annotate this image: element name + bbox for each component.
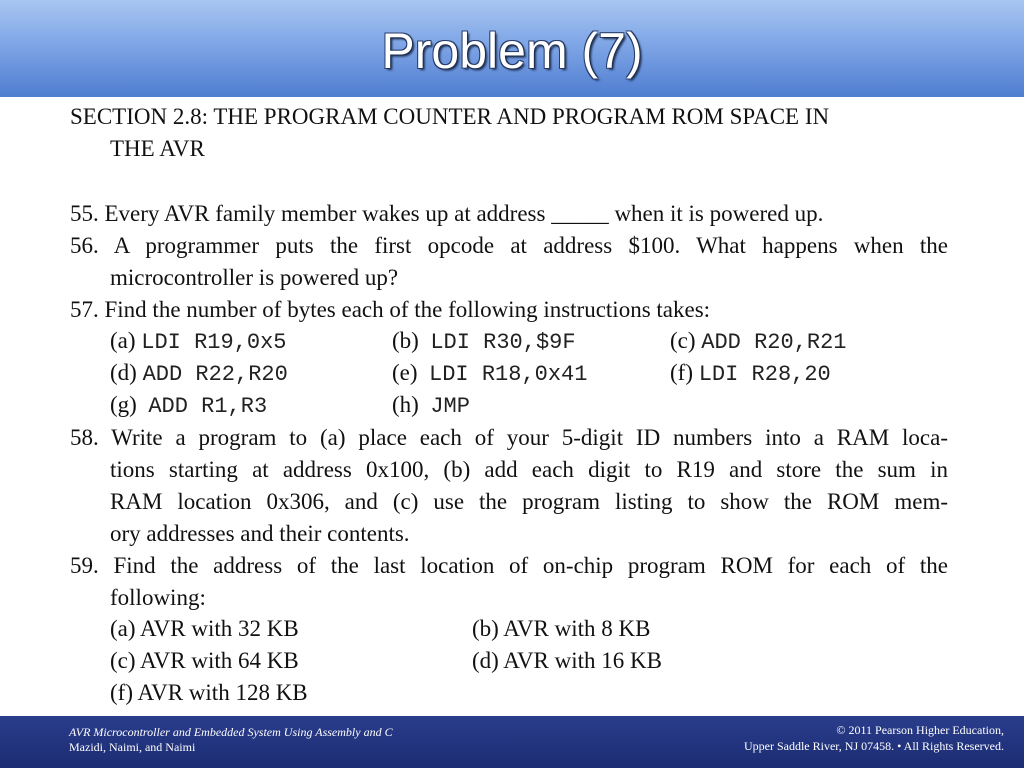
q59-item-c: (c) AVR with 64 KB xyxy=(110,648,299,673)
item-label: (h) xyxy=(392,392,419,417)
question-58-line4: ory addresses and their contents. xyxy=(110,521,410,546)
slide-title: Problem (7) xyxy=(381,23,643,79)
item-label: (d) xyxy=(110,360,137,385)
q57-item-c xyxy=(670,328,847,355)
q57-item-b xyxy=(392,328,576,355)
q59-item-d: (d) AVR with 16 KB xyxy=(472,648,662,673)
item-code: ADD R1,R3 xyxy=(148,394,268,419)
item-label: (g) xyxy=(110,392,137,417)
q57-item-h xyxy=(392,392,470,419)
question-55: 55. Every AVR family member wakes up at address _____ when it is powered up. xyxy=(70,201,824,226)
item-code: ADD R20,R21 xyxy=(701,330,847,355)
section-heading-line1: SECTION 2.8: THE PROGRAM COUNTER AND PROGRAM ROM SPACE IN xyxy=(70,104,830,129)
item-code: JMP xyxy=(430,394,470,419)
question-56-line1: 56. A programmer puts the first opcode at address $100. What happens when the xyxy=(70,233,948,258)
q57-item-g xyxy=(110,392,267,419)
item-label: (b) xyxy=(392,328,419,353)
item-label: (c) xyxy=(670,328,696,353)
question-57: 57. Find the number of bytes each of the following instructions takes: xyxy=(70,297,711,322)
item-code: ADD R22,R20 xyxy=(142,362,288,387)
q59-item-b: (b) AVR with 8 KB xyxy=(472,616,651,641)
q57-item-e xyxy=(392,360,587,387)
item-code: LDI R18,0x41 xyxy=(429,362,588,387)
footer-bar xyxy=(0,716,1024,768)
question-58-line3: RAM location 0x306, and (c) use the program listing to show the ROM mem- xyxy=(110,489,948,514)
footer-left xyxy=(69,725,393,755)
item-label: (f) xyxy=(670,360,693,385)
q59-item-a: (a) AVR with 32 KB xyxy=(110,616,299,641)
question-58-line2: tions starting at address 0x100, (b) add each digit to R19 and store the sum in xyxy=(110,457,948,482)
question-58-line1: 58. Write a program to (a) place each of your 5-digit ID numbers into a RAM loca- xyxy=(70,425,948,450)
footer-address: Upper Saddle River, NJ 07458. • All Rights Reserved. xyxy=(743,739,1004,753)
item-code: LDI R19,0x5 xyxy=(141,330,287,355)
question-59-line2: following: xyxy=(110,585,206,610)
item-code: LDI R28,20 xyxy=(698,362,831,387)
section-heading-line2: THE AVR xyxy=(110,136,205,161)
footer-book-title: AVR Microcontroller and Embedded System Using Assembly and C xyxy=(69,725,393,739)
footer-right xyxy=(744,722,1004,754)
item-label: (e) xyxy=(392,360,418,385)
footer-authors: Mazidi, Naimi, and Naimi xyxy=(69,740,196,754)
footer-copyright: © 2011 Pearson Higher Education, xyxy=(836,723,1004,737)
question-59-line1: 59. Find the address of the last location of on-chip program ROM for each of the xyxy=(70,553,948,578)
q57-item-d xyxy=(110,360,288,387)
item-code: LDI R30,$9F xyxy=(430,330,576,355)
item-label: (a) xyxy=(110,328,136,353)
q59-item-f: (f) AVR with 128 KB xyxy=(110,680,308,705)
title-bar xyxy=(0,0,1024,97)
q57-item-a xyxy=(110,328,287,355)
question-56-line2: microcontroller is powered up? xyxy=(110,265,399,290)
q57-item-f xyxy=(670,360,831,387)
